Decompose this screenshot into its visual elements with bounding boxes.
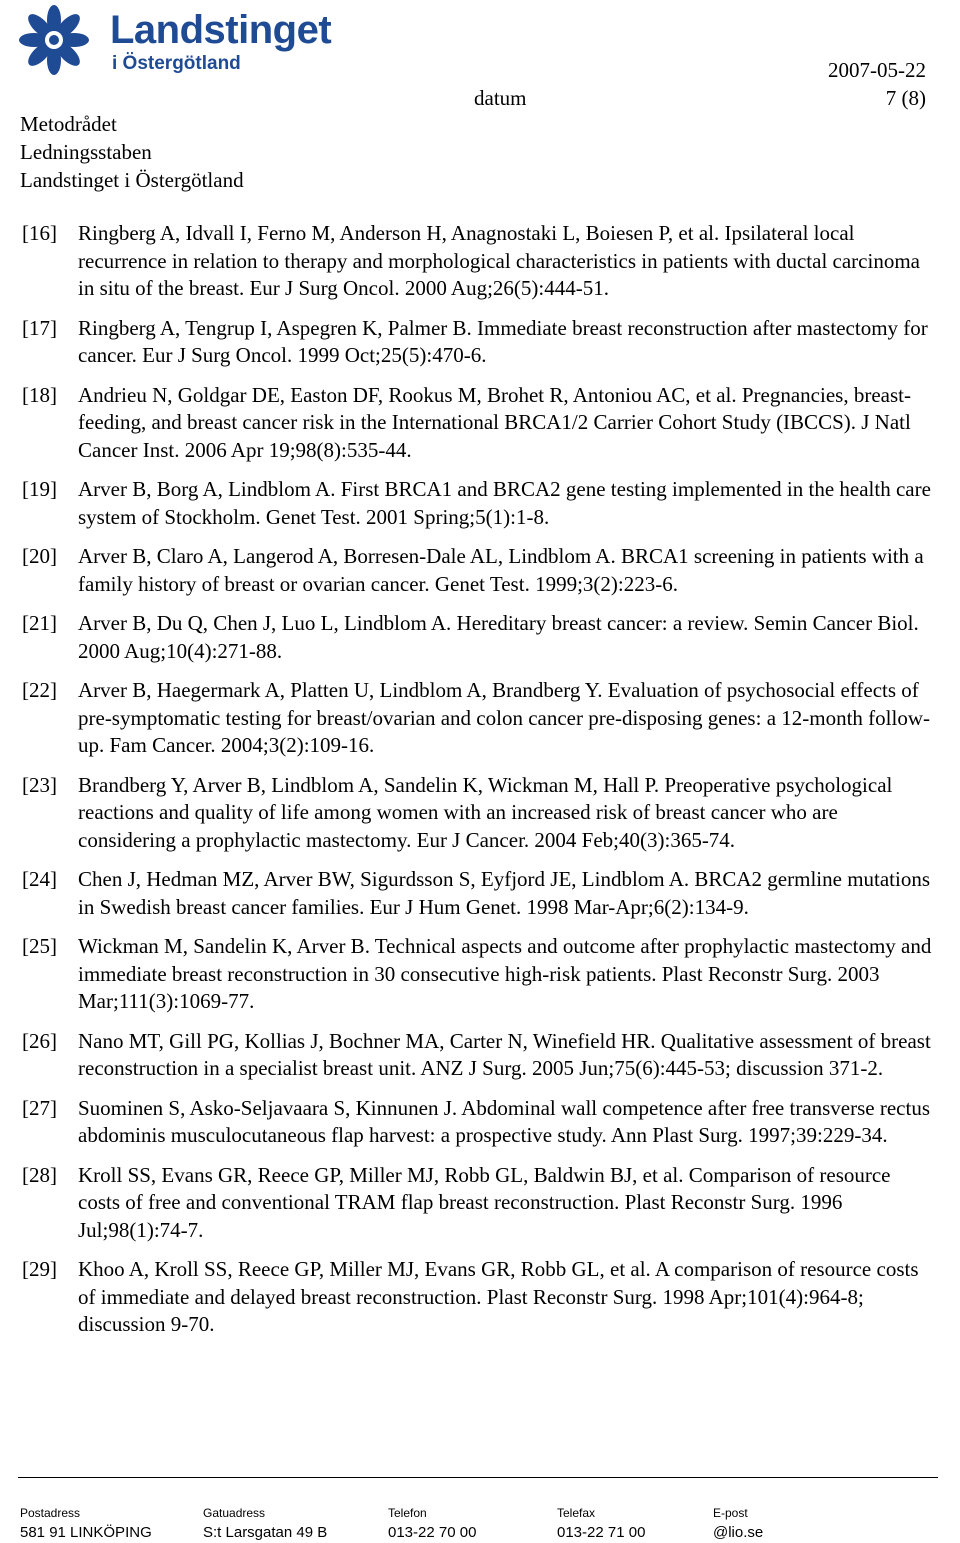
reference-text: Andrieu N, Goldgar DE, Easton DF, Rookus M, Brohet R, Antoniou AC, et al. Pregnancies, breast-feeding, and breast cancer risk in the International BRCA1/2 Carrier Cohort Study (IBCCS). J Natl Cancer Inst. 2006 Apr 19;98(8):535-44. [78, 382, 911, 462]
org-line: Ledningsstaben [20, 140, 152, 164]
reference-text: Suominen S, Asko-Seljavaara S, Kinnunen J. Abdominal wall competence after free transverse rectus abdominis musculocutaneous flap harvest: a prospective study. Ann Plast Surg. 1997;39:229-34. [78, 1095, 931, 1147]
reference-text: Brandberg Y, Arver B, Lindblom A, Sandelin K, Wickman M, Hall P. Preoperative psychological reactions and quality of life among women with an increased risk of breast cancer who are considering a prophylactic mastectomy. Eur J Cancer. 2004 Feb;40(3):365-74. [78, 772, 893, 852]
reference-text: Kroll SS, Evans GR, Reece GP, Miller MJ, Robb GL, Baldwin BJ, et al. Comparison of resource costs of free and conventional TRAM flap breast reconstruction. Plast Reconstr Surg. 1996 Jul;98(1):74-7. [78, 1162, 891, 1242]
reference-item [22, 476, 932, 531]
reference-number: [20] [22, 544, 57, 568]
logo [18, 4, 332, 76]
reference-text: Ringberg A, Tengrup I, Aspegren K, Palmer B. Immediate breast reconstruction after mastectomy for cancer. Eur J Surg Oncol. 1999 Oct;25(5):470-6. [78, 315, 928, 367]
reference-number: [17] [22, 315, 57, 340]
footer-value: 581 91 LINKÖPING [20, 1524, 152, 1541]
reference-text: Nano MT, Gill PG, Kollias J, Bochner MA, Carter N, Winefield HR. Qualitative assessment of breast reconstruction in a specialist breast unit. ANZ J Surg. 2005 Jun;75(6):445-53; discussion 371-2. [78, 1028, 931, 1080]
reference-number: [23] [22, 772, 57, 797]
footer-telefax [557, 1505, 645, 1543]
organization-block [20, 110, 244, 194]
reference-number: [25] [22, 934, 57, 958]
reference-text: Arver B, Du Q, Chen J, Luo L, Lindblom A. Hereditary breast cancer: a review. Semin Cancer Biol. 2000 Aug;10(4):271-88. [78, 611, 919, 663]
logo-subtitle: i Östergötland [112, 53, 241, 74]
reference-number: [24] [22, 867, 57, 891]
footer-label: Postadress [20, 1506, 81, 1520]
reference-text: Khoo A, Kroll SS, Reece GP, Miller MJ, Evans GR, Robb GL, et al. A comparison of resource costs of immediate and delayed breast reconstruction. Plast Reconstr Surg. 1998 Apr;101(4):964-8; discussion 9-70. [78, 1257, 919, 1336]
reference-number: [16] [22, 221, 57, 245]
footer-value: 013-22 70 00 [388, 1524, 477, 1541]
reference-text: Arver B, Borg A, Lindblom A. First BRCA1 and BRCA2 gene testing implemented in the health care system of Stockholm. Genet Test. 2001 Spring;5(1):1-8. [78, 477, 931, 529]
reference-number: [19] [22, 477, 57, 501]
reference-item [22, 1095, 932, 1150]
reference-number: [27] [22, 1095, 57, 1120]
reference-text: Arver B, Haegermark A, Platten U, Lindblom A, Brandberg Y. Evaluation of psychosocial effects of pre-symptomatic testing for breast/ovarian and colon cancer pre-disposing genes: a 12-month follow-up. Fam Cancer. 2004;3(2):109-16. [78, 678, 930, 757]
reference-item [22, 1028, 932, 1083]
reference-list [22, 220, 932, 1351]
document-date: 2007-05-22 [828, 58, 926, 82]
datum-label: datum [474, 86, 527, 110]
reference-number: [22] [22, 678, 57, 702]
footer-label: Telefon [388, 1506, 427, 1520]
reference-item [22, 220, 932, 303]
reference-item [22, 772, 932, 855]
reference-number: [18] [22, 382, 57, 407]
footer-value: S:t Larsgatan 49 B [203, 1524, 328, 1541]
reference-item [22, 315, 932, 370]
reference-number: [26] [22, 1028, 57, 1053]
reference-text: Wickman M, Sandelin K, Arver B. Technical aspects and outcome after prophylactic mastectomy and immediate breast reconstruction in 30 consecutive high-risk patients. Plast Reconstr Surg. 2003 Mar;111(3):1069-77. [78, 934, 932, 1013]
reference-item [22, 677, 932, 760]
reference-item [22, 543, 932, 598]
reference-item [22, 933, 932, 1016]
footer-label: E-post [713, 1506, 748, 1520]
reference-text: Chen J, Hedman MZ, Arver BW, Sigurdsson S, Eyfjord JE, Lindblom A. BRCA2 germline mutations in Swedish breast cancer families. Eur J Hum Genet. 1998 Mar-Apr;6(2):134-9. [78, 867, 931, 919]
footer-gatuadress [203, 1505, 327, 1543]
reference-item [22, 866, 932, 921]
reference-text: Ringberg A, Idvall I, Ferno M, Anderson H, Anagnostaki L, Boiesen P, et al. Ipsilateral local recurrence in relation to therapy and morphological characteristics in patients with ductal carcinoma in situ of the breast. Eur J Surg Oncol. 2000 Aug;26(5):444-51. [78, 221, 920, 300]
footer-divider [18, 1477, 938, 1478]
footer-telefon [388, 1505, 476, 1543]
reference-number: [21] [22, 611, 57, 635]
page-number: 7 (8) [885, 86, 926, 110]
org-line: Metodrådet [20, 112, 117, 136]
reference-item [22, 610, 932, 665]
org-line: Landstinget i Östergötland [20, 168, 244, 192]
reference-item [22, 1256, 932, 1339]
footer-postadress [20, 1505, 152, 1543]
reference-text: Arver B, Claro A, Langerod A, Borresen-Dale AL, Lindblom A. BRCA1 screening in patients with a family history of breast or ovarian cancer. Genet Test. 1999;3(2):223-6. [78, 544, 924, 596]
reference-number: [29] [22, 1257, 57, 1281]
footer-epost [713, 1505, 763, 1543]
logo-name: Landstinget [110, 8, 332, 52]
reference-item [22, 1162, 932, 1245]
reference-number: [28] [22, 1162, 57, 1187]
footer-value: 013-22 71 00 [557, 1524, 646, 1541]
flower-emblem-icon [18, 4, 90, 76]
footer-label: Gatuadress [203, 1506, 266, 1520]
reference-item [22, 382, 932, 465]
footer-value: @lio.se [713, 1524, 764, 1541]
footer-label: Telefax [557, 1506, 596, 1520]
